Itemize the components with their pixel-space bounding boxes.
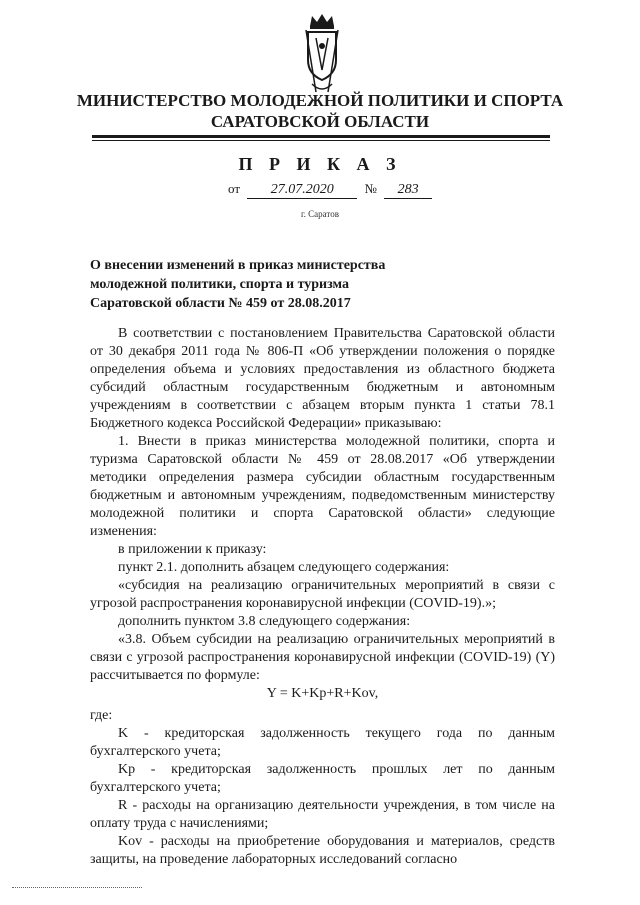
order-from-label: от bbox=[228, 181, 241, 196]
paragraph-subsidy-volume: «3.8. Объем субсидии на реализацию ограничительных мероприятий в связи с угрозой распространения коронавирусной инфекции (COVID-19) (Y) рассчитывается по формуле: bbox=[90, 632, 555, 683]
paragraph-item-1: 1. Внести в приказ министерства молодежной политики, спорта и туризма Саратовской области № 459 от 28.08.2017 «Об утверждении методики определения размера субсидии областным государственным бюджетным и автономным учреждениям, подведомственным министерству молодежной политики и спорта Саратовской области» следующие изменения: bbox=[90, 434, 555, 539]
order-date: 27.07.2020 bbox=[247, 182, 357, 199]
definition-kp: Kp - кредиторская задолженность прошлых лет по данным бухгалтерского учета; bbox=[90, 762, 555, 795]
paragraph-clause-2-1: пункт 2.1. дополнить абзацем следующего содержания: bbox=[118, 560, 450, 575]
order-body bbox=[90, 325, 555, 869]
paragraph-appendix: в приложении к приказу: bbox=[118, 542, 267, 557]
coat-of-arms-icon bbox=[302, 12, 342, 96]
definition-kov: Kov - расходы на приобретение оборудования и материалов, средств защиты, на проведение лабораторных исследований согласно bbox=[90, 834, 555, 867]
ministry-title-line1: МИНИСТЕРСТВО МОЛОДЕЖНОЙ ПОЛИТИКИ И СПОРТА bbox=[76, 91, 564, 110]
definition-r: R - расходы на организацию деятельности учреждения, в том числе на оплату труда с начислениями; bbox=[90, 798, 555, 831]
header-divider-thick bbox=[92, 135, 550, 138]
ministry-title-line2: САРАТОВСКОЙ ОБЛАСТИ bbox=[210, 112, 430, 131]
paragraph-preamble: В соответствии с постановлением Правительства Саратовской области от 30 декабря 2011 года № 806-П «Об утверждении положения о порядке определения объема и условиях предоставления из областного бюджета субсидий областным государственным бюджетным и автономным учреждениям в соответствии с абзацем вторым пункта 1 статьи 78.1 Бюджетного кодекса Российской Федерации» приказываю: bbox=[90, 326, 555, 431]
subject-line3: Саратовской области № 459 от 28.08.2017 bbox=[90, 296, 351, 311]
subsidy-formula: Y = K+Kp+R+Kov, bbox=[266, 686, 379, 701]
order-number-label: № bbox=[364, 181, 377, 196]
order-title: П Р И К А З bbox=[238, 154, 402, 174]
order-date-number bbox=[228, 181, 432, 199]
paragraph-subsidy-text: «субсидия на реализацию ограничительных мероприятий в связи с угрозой распространения коронавирусной инфекции (COVID-19).»; bbox=[90, 578, 555, 611]
paragraph-clause-3-8: дополнить пунктом 3.8 следующего содержания: bbox=[118, 614, 411, 629]
subject-line1: О внесении изменений в приказ министерства bbox=[90, 258, 386, 273]
ministry-title bbox=[0, 90, 640, 132]
order-subject bbox=[90, 256, 385, 313]
header-divider-thin bbox=[92, 140, 550, 141]
order-number: 283 bbox=[384, 182, 432, 199]
subject-line2: молодежной политики, спорта и туризма bbox=[90, 277, 349, 292]
definition-k: K - кредиторская задолженность текущего года по данным бухгалтерского учета; bbox=[90, 726, 555, 759]
footer-divider bbox=[12, 887, 142, 888]
formula-where-label: где: bbox=[90, 708, 113, 723]
city-label: г. Саратов bbox=[301, 209, 339, 219]
